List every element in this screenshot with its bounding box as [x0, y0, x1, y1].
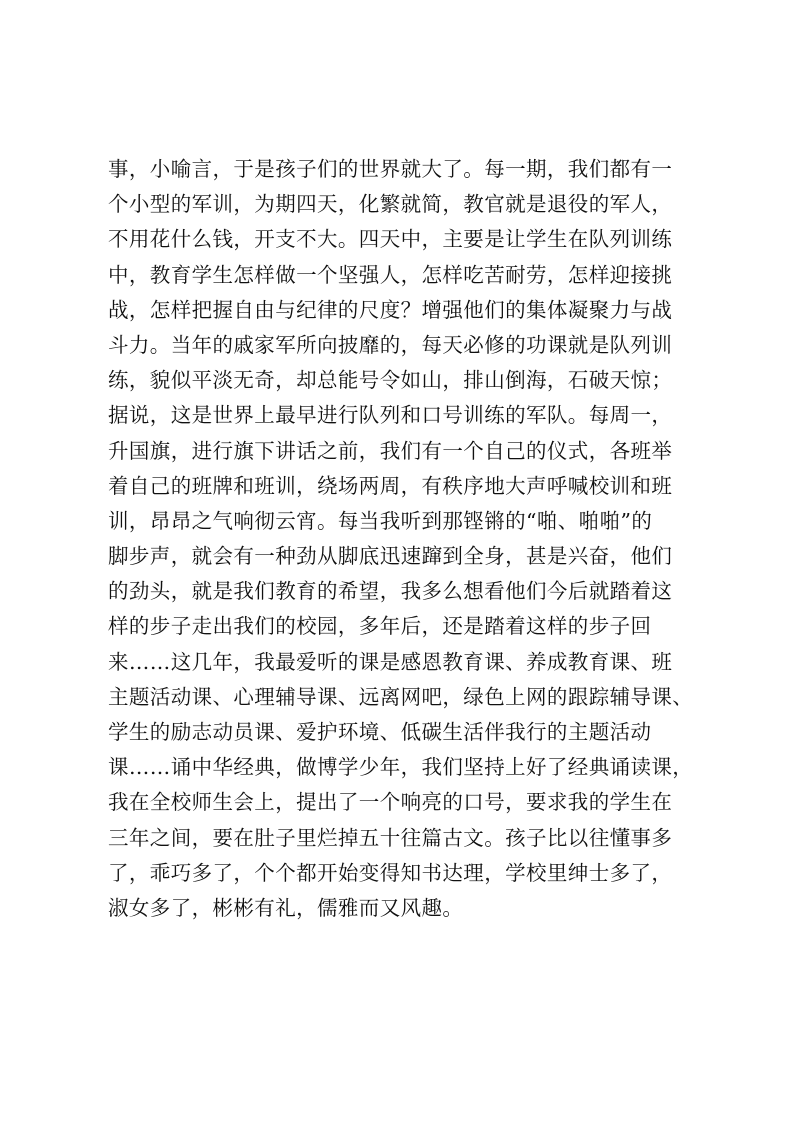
text-line: 我在全校师生会上，提出了一个响亮的口号，要求我的学生在	[108, 790, 673, 815]
text-line: 斗力。当年的戚家军所向披靡的，每天必修的功课就是队列训	[108, 332, 673, 357]
text-line: 训，昂昂之气响彻云宵。每当我听到那铿锵的“啪、啪啪”的	[108, 508, 653, 533]
text-line: 中，教育学生怎样做一个坚强人，怎样吃苦耐劳，怎样迎接挑	[108, 262, 673, 287]
text-line: 淑女多了，彬彬有礼，儒雅而又风趣。	[108, 895, 464, 920]
text-line: 的劲头，就是我们教育的希望，我多么想看他们今后就踏着这	[108, 579, 673, 604]
text-line: 三年之间，要在肚子里烂掉五十往篇古文。孩子比以往懂事多	[108, 825, 673, 850]
text-line: 事，小喻言，于是孩子们的世界就大了。每一期，我们都有一	[108, 157, 673, 181]
text-line: 战，怎样把握自由与纪律的尺度？增强他们的集体凝聚力与战	[108, 297, 673, 322]
text-line: 个小型的军训，为期四天，化繁就简，教官就是退役的军人，	[108, 192, 673, 217]
text-line: 了，乖巧多了，个个都开始变得知书达理，学校里绅士多了，	[108, 860, 673, 885]
text-line: 据说，这是世界上最早进行队列和口号训练的军队。每周一，	[108, 403, 673, 428]
text-line: 主题活动课、心理辅导课、远离网吧，绿色上网的跟踪辅导课、	[108, 684, 694, 709]
text-line: 样的步子走出我们的校园，多年后，还是踏着这样的步子回	[108, 614, 652, 639]
text-line: 课……诵中华经典，做博学少年，我们坚持上好了经典诵读课，	[108, 755, 694, 780]
text-line: 学生的励志动员课、爱护环境、低碳生活伴我行的主题活动	[108, 720, 652, 744]
text-line: 不用花什么钱，开支不大。四天中，主要是让学生在队列训练	[108, 227, 673, 252]
text-line: 来……这几年，我最爱听的课是感恩教育课、养成教育课、班	[108, 649, 673, 674]
text-line: 升国旗，进行旗下讲话之前，我们有一个自己的仪式，各班举	[108, 438, 673, 463]
text-line: 练，貌似平淡无奇，却总能号令如山，排山倒海，石破天惊；	[108, 368, 673, 393]
body-paragraph	[108, 152, 708, 926]
text-line: 着自己的班牌和班训，绕场两周，有秩序地大声呼喊校训和班	[108, 473, 673, 498]
text-line: 脚步声，就会有一种劲从脚底迅速蹿到全身，甚是兴奋，他们	[108, 544, 673, 569]
